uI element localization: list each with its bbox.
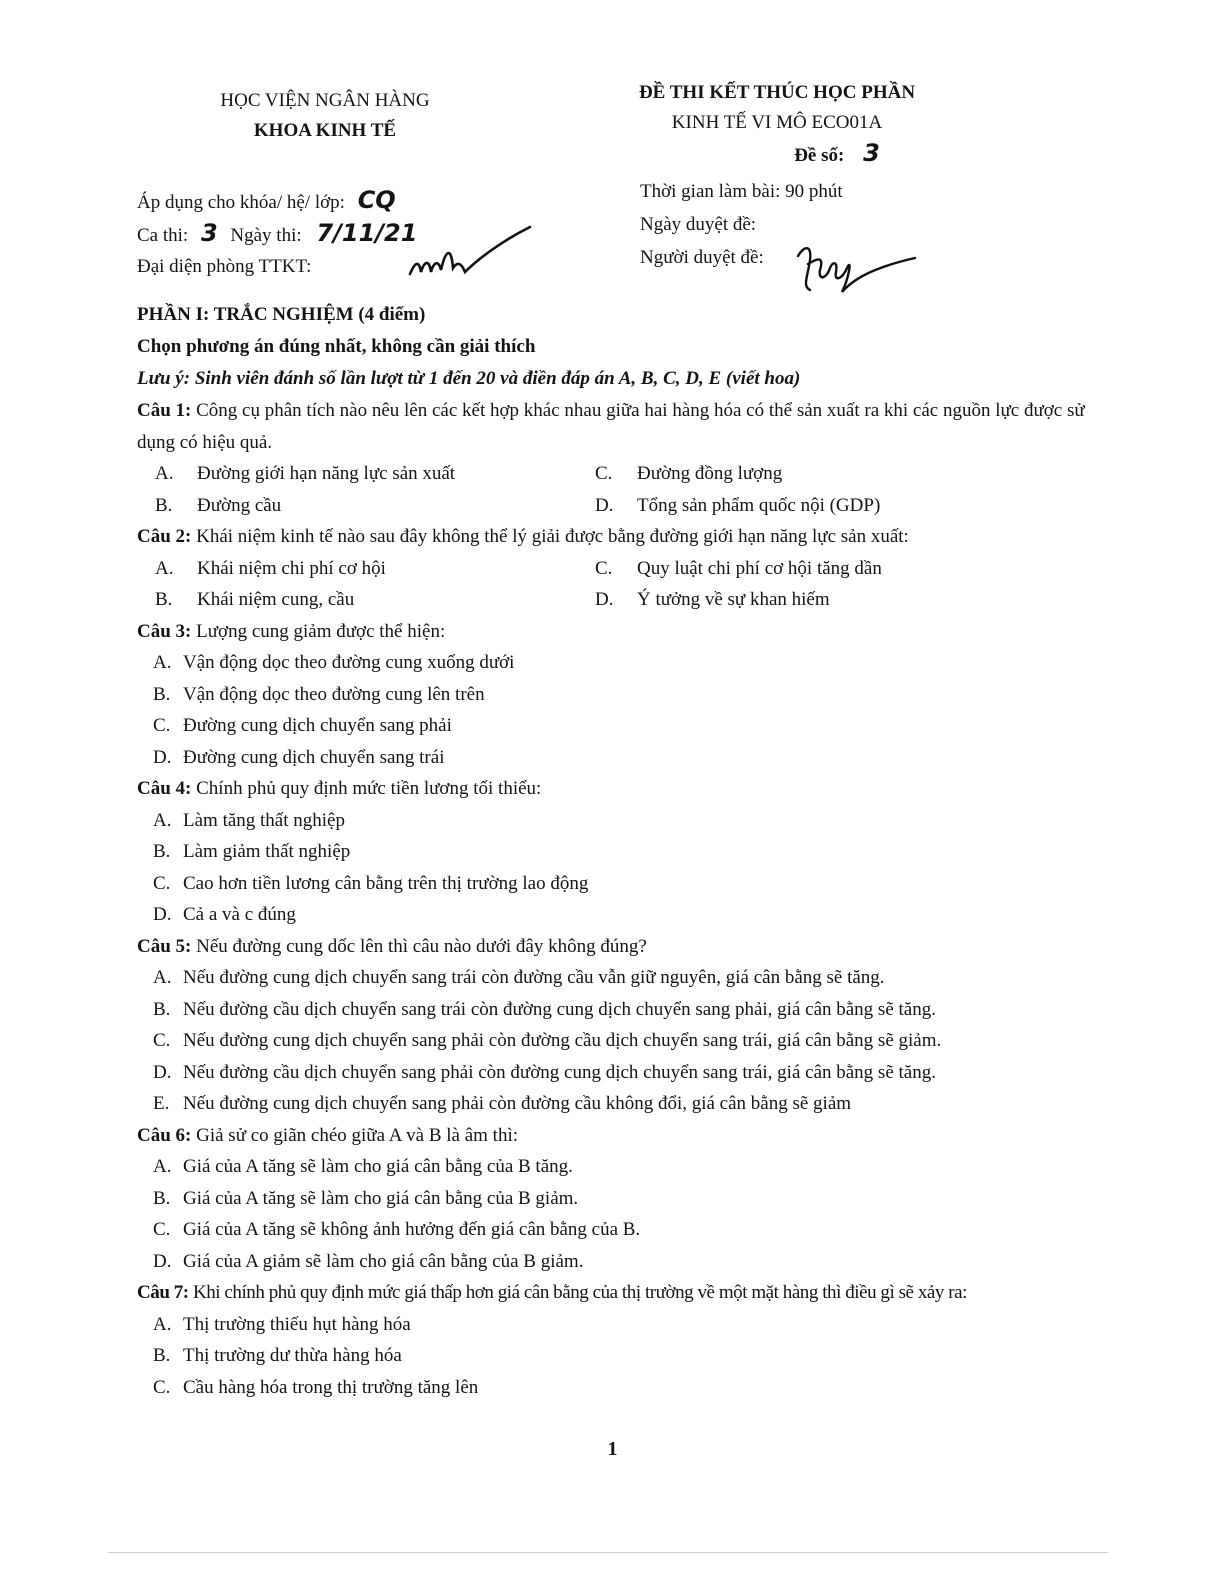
option-b: B. Khái niệm cung, cầu	[155, 589, 355, 610]
option-d: D. Giá của A giảm sẽ làm cho giá cân bằng của B giảm.	[153, 1250, 584, 1272]
rep-row	[137, 250, 417, 283]
class-row	[137, 184, 417, 217]
option-b: B. Làm giảm thất nghiệp	[153, 841, 351, 862]
institution-header	[205, 86, 445, 146]
faculty-name: KHOA KINH TẾ	[253, 120, 397, 141]
exam-title: ĐỀ THI KẾT THÚC HỌC PHẦN	[638, 82, 916, 103]
page-number: 1	[607, 1438, 618, 1460]
date-value: 7/11/21	[316, 219, 418, 247]
option-a: A. Đường giới hạn năng lực sản xuất	[155, 463, 456, 484]
course-name: KINH TẾ VI MÔ ECO01A	[671, 112, 883, 133]
question-text: Giả sử co giãn chéo giữa A và B là âm thì:	[196, 1124, 519, 1146]
section-instruction: Chọn phương án đúng nhất, không cần giải thích	[137, 336, 536, 357]
multiple-choice-section	[137, 299, 1097, 1403]
option-a: A. Giá của A tăng sẽ làm cho giá cân bằng của B tăng.	[153, 1156, 573, 1177]
option-c: C. Cầu hàng hóa trong thị trường tăng lên	[153, 1376, 479, 1398]
option-c: C. Nếu đường cung dịch chuyển sang phải còn đường cầu dịch chuyển sang trái, giá cân bằng sẽ giảm.	[153, 1030, 942, 1051]
question-text: Khi chính phủ quy định mức giá thấp hơn giá cân bằng của thị trường về một mặt hàng thì điều gì sẽ xảy ra:	[192, 1282, 967, 1303]
question-label: Câu 7:	[137, 1282, 189, 1303]
question-label: Câu 3:	[137, 620, 192, 642]
approver-signature	[790, 236, 920, 298]
question-1	[137, 395, 1097, 521]
question-label: Câu 1:	[137, 400, 192, 421]
option-b: B. Nếu đường cầu dịch chuyển sang trái còn đường cung dịch chuyển sang phải, giá cân bằng sẽ tăng.	[153, 998, 936, 1020]
question-label: Câu 6:	[137, 1124, 192, 1146]
option-c: C. Cao hơn tiền lương cân bằng trên thị trường lao động	[153, 872, 589, 894]
question-6	[137, 1120, 1097, 1278]
question-label: Câu 4:	[137, 778, 192, 799]
option-b: B. Thị trường dư thừa hàng hóa	[153, 1345, 402, 1366]
question-7	[137, 1277, 1097, 1403]
option-c: C. Đường đồng lượng	[595, 463, 783, 484]
question-text: Nếu đường cung dốc lên thì câu nào dưới đây không đúng?	[196, 935, 647, 957]
exam-header	[612, 78, 942, 171]
option-d: D. Đường cung dịch chuyển sang trái	[153, 746, 445, 768]
option-d: D. Ý tưởng về sự khan hiếm	[595, 589, 830, 610]
option-b: B. Đường cầu	[155, 494, 282, 516]
option-d: D. Tổng sản phẩm quốc nội (GDP)	[595, 494, 881, 516]
option-c: C. Quy luật chi phí cơ hội tăng dần	[595, 557, 882, 579]
date-label: Ngày thi:	[230, 225, 302, 246]
option-d: D. Cả a và c đúng	[153, 904, 296, 925]
question-text: Khái niệm kinh tế nào sau đây không thể lý giải được bằng đường giới hạn năng lực sản xuất:	[196, 526, 909, 547]
shift-date-row	[137, 217, 417, 250]
option-d: D. Nếu đường cầu dịch chuyển sang phải còn đường cung dịch chuyển sang trái, giá cân bằng sẽ tăng.	[153, 1061, 936, 1083]
shift-value: 3	[200, 219, 218, 247]
question-text: Lượng cung giảm được thể hiện:	[196, 620, 446, 642]
class-label: Áp dụng cho khóa/ hệ/ lớp:	[137, 192, 345, 213]
section-note: Lưu ý: Sinh viên đánh số lần lượt từ 1 đến 20 và điền đáp án A, B, C, D, E (viết hoa)	[137, 368, 801, 389]
option-b: B. Vận động dọc theo đường cung lên trên	[153, 683, 485, 705]
option-a: A. Thị trường thiếu hụt hàng hóa	[153, 1313, 411, 1335]
question-text: Công cụ phân tích nào nêu lên các kết hợp khác nhau giữa hai hàng hóa có thể sản xuất ra khi các nguồn lực được sử dụng có hiệu quả.	[137, 400, 1085, 453]
approver-row: Người duyệt đề:	[640, 247, 764, 268]
question-label: Câu 2:	[137, 526, 192, 547]
representative-signature	[405, 222, 535, 282]
exam-meta-left	[137, 184, 417, 283]
option-a: A. Khái niệm chi phí cơ hội	[155, 557, 386, 579]
exam-number	[612, 138, 942, 171]
question-label: Câu 5:	[137, 935, 192, 957]
option-c: C. Giá của A tăng sẽ không ảnh hưởng đến giá cân bằng của B.	[153, 1219, 641, 1240]
institution-name: HỌC VIỆN NGÂN HÀNG	[220, 90, 430, 111]
class-value: CQ	[357, 186, 396, 214]
option-a: A. Vận động dọc theo đường cung xuống dưới	[153, 652, 515, 673]
question-4	[137, 773, 1097, 931]
exam-number-label: Đề số:	[794, 145, 845, 166]
exam-number-value: 3	[863, 139, 880, 167]
time-row: Thời gian làm bài: 90 phút	[640, 181, 843, 202]
option-a: A. Nếu đường cung dịch chuyển sang trái còn đường cầu vẫn giữ nguyên, giá cân bằng sẽ tăng.	[153, 967, 885, 988]
approve-date-row: Ngày duyệt đề:	[640, 214, 757, 235]
option-e: E. Nếu đường cung dịch chuyển sang phải còn đường cầu không đổi, giá cân bằng sẽ giảm	[153, 1093, 852, 1114]
question-2	[137, 521, 1097, 616]
question-5	[137, 931, 1097, 1120]
question-3	[137, 616, 1097, 774]
option-a: A. Làm tăng thất nghiệp	[153, 809, 345, 831]
footer-divider	[108, 1552, 1108, 1553]
rep-label: Đại diện phòng TTKT:	[137, 256, 312, 277]
option-b: B. Giá của A tăng sẽ làm cho giá cân bằng của B giảm.	[153, 1187, 579, 1209]
shift-label: Ca thi:	[137, 225, 189, 246]
question-text: Chính phủ quy định mức tiền lương tối thiểu:	[196, 778, 542, 799]
section-title: PHẦN I: TRẮC NGHIỆM (4 điểm)	[137, 304, 426, 325]
option-c: C. Đường cung dịch chuyển sang phải	[153, 715, 452, 736]
